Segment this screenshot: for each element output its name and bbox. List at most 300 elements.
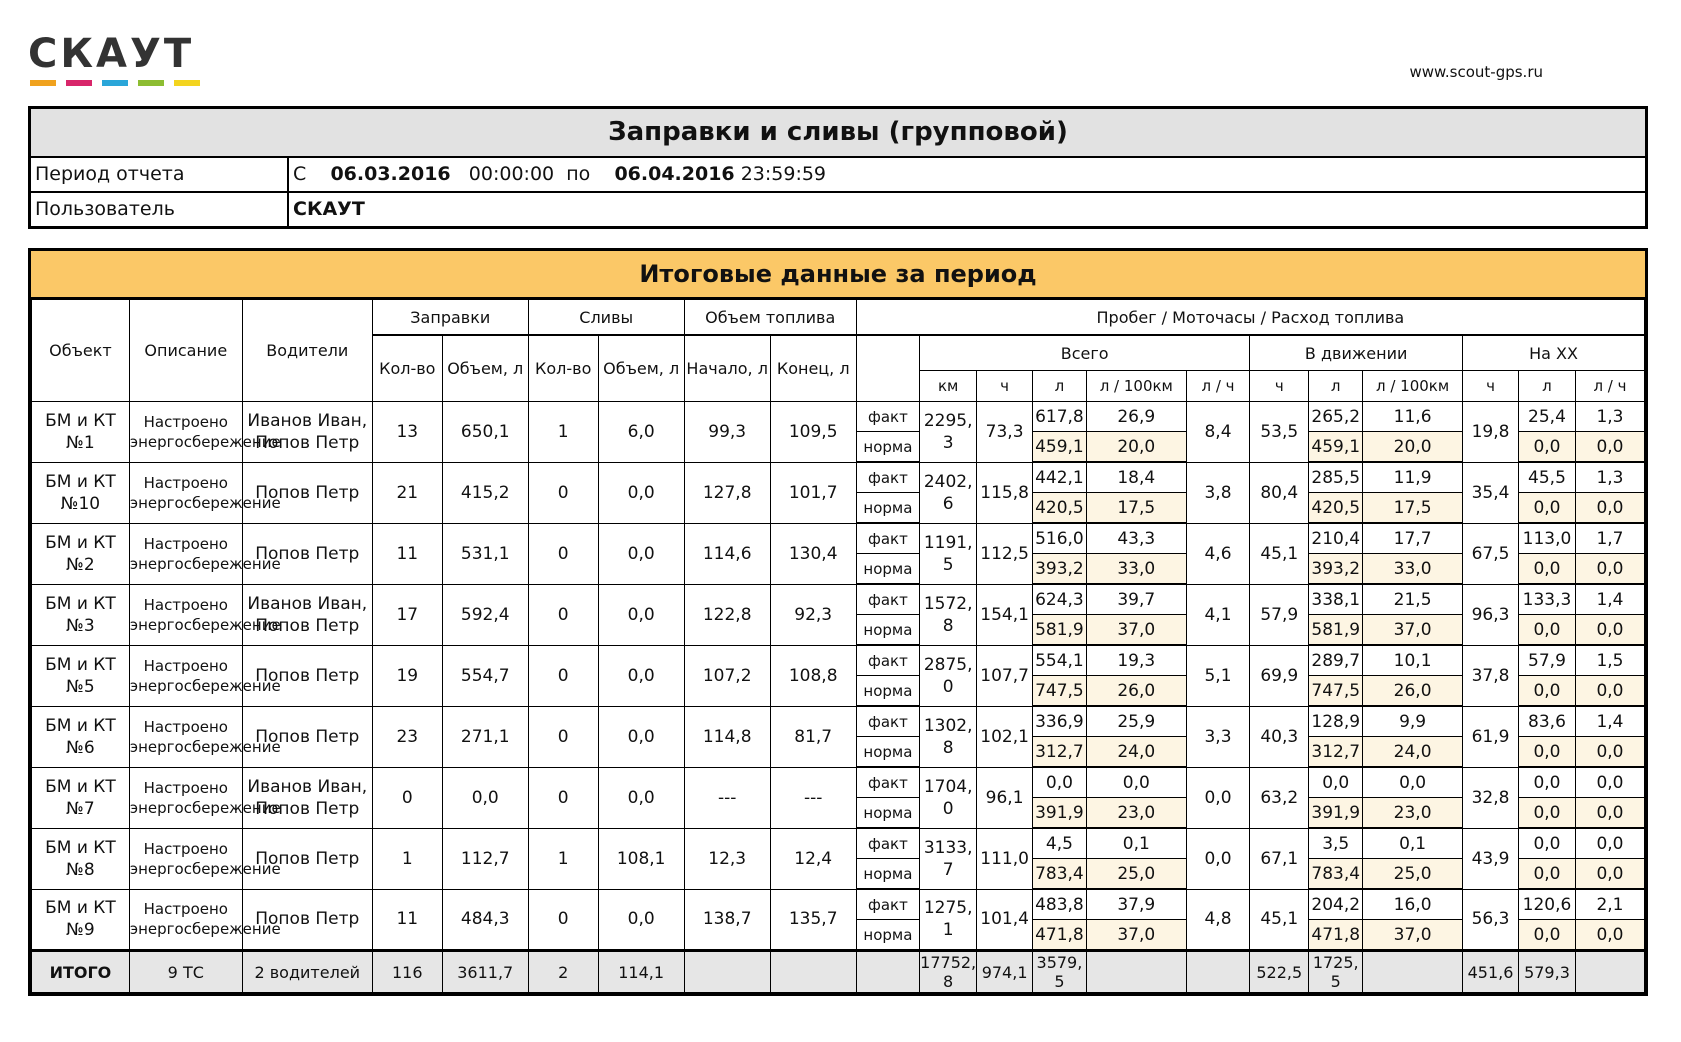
cell-idle-hours: 67,5: [1463, 523, 1519, 584]
cell-mv-hours: 67,1: [1250, 828, 1309, 889]
cell-drain-volume: 0,0: [598, 462, 684, 523]
cell-norm-label: норма: [856, 737, 919, 768]
cell-refuel-volume: 592,4: [442, 584, 528, 645]
cell-fact-l-per-100: 18,4: [1086, 462, 1186, 493]
cell-norm-label: норма: [856, 432, 919, 463]
cell-object: БМ и КТ №5: [32, 645, 130, 706]
cell-idle-fact-l-per-h: 1,3: [1575, 462, 1644, 493]
cell-fuel-start: 12,3: [684, 828, 770, 889]
cell-drain-count: 1: [528, 402, 598, 463]
cell-refuel-count: 17: [372, 584, 442, 645]
table-row-fact: [32, 828, 1645, 859]
user-label: Пользователь: [31, 193, 289, 226]
cell-mv-hours: 45,1: [1250, 523, 1309, 584]
cell-idle-hours: 19,8: [1463, 402, 1519, 463]
cell-mv-fact-l-per-100: 16,0: [1363, 889, 1463, 920]
cell-mv-hours: 63,2: [1250, 767, 1309, 828]
cell-mv-norm-l-per-100: 24,0: [1363, 737, 1463, 768]
col-idle: На ХХ: [1463, 335, 1645, 371]
total-drivers: 2 водителей: [242, 951, 372, 993]
cell-refuel-volume: 112,7: [442, 828, 528, 889]
cell-fuel-start: 107,2: [684, 645, 770, 706]
cell-drain-count: 0: [528, 645, 598, 706]
col-fuel-volume: Объем топлива: [684, 300, 856, 336]
col-object: Объект: [32, 300, 130, 402]
col-fuel-start: Начало, л: [684, 335, 770, 402]
total-l-per-100: [1086, 951, 1186, 993]
cell-idle-norm-l-per-h: 0,0: [1575, 859, 1644, 890]
cell-norm-label: норма: [856, 554, 919, 585]
cell-norm-l-per-100: 26,0: [1086, 676, 1186, 707]
cell-refuel-count: 21: [372, 462, 442, 523]
cell-drivers: Попов Петр: [242, 706, 372, 767]
cell-idle-fact-liters: 25,4: [1518, 402, 1575, 432]
cell-norm-liters: 420,5: [1033, 493, 1087, 524]
cell-fact-liters: 617,8: [1033, 402, 1087, 432]
cell-fact-label: факт: [856, 706, 919, 737]
cell-mv-hours: 45,1: [1250, 889, 1309, 951]
cell-fact-l-per-100: 43,3: [1086, 523, 1186, 554]
cell-drain-count: 0: [528, 889, 598, 951]
cell-fuel-start: 122,8: [684, 584, 770, 645]
cell-km: 1275,1: [920, 889, 977, 951]
cell-drain-volume: 6,0: [598, 402, 684, 463]
cell-fuel-end: 92,3: [770, 584, 856, 645]
cell-mv-norm-liters: 783,4: [1309, 859, 1363, 890]
total-mv-hours: 522,5: [1250, 951, 1309, 993]
cell-refuel-count: 11: [372, 889, 442, 951]
logo-stripes: [30, 80, 200, 86]
cell-description: Настроено энергосбережение: [129, 889, 242, 951]
cell-idle-fact-l-per-h: 1,4: [1575, 706, 1644, 737]
summary-title: Итоговые данные за период: [31, 251, 1645, 299]
col-refuel-volume: Объем, л: [442, 335, 528, 402]
cell-mv-hours: 57,9: [1250, 584, 1309, 645]
cell-refuel-volume: 650,1: [442, 402, 528, 463]
table-row-fact: [32, 462, 1645, 493]
cell-hours: 112,5: [977, 523, 1033, 584]
cell-mv-norm-liters: 581,9: [1309, 615, 1363, 646]
col-idle-l-per-h: л / ч: [1575, 371, 1644, 402]
cell-norm-l-per-100: 20,0: [1086, 432, 1186, 463]
col-drivers: Водители: [242, 300, 372, 402]
cell-fact-l-per-100: 0,1: [1086, 828, 1186, 859]
total-liters: 3579,5: [1033, 951, 1087, 993]
period-from-time: 00:00:00: [468, 163, 555, 185]
cell-drain-volume: 0,0: [598, 584, 684, 645]
cell-drain-count: 0: [528, 523, 598, 584]
cell-mv-fact-liters: 210,4: [1309, 523, 1363, 554]
total-km: 17752,8: [920, 951, 977, 993]
cell-mv-fact-l-per-100: 11,6: [1363, 402, 1463, 432]
cell-mv-fact-l-per-100: 10,1: [1363, 645, 1463, 676]
cell-fuel-end: 135,7: [770, 889, 856, 951]
cell-idle-hours: 56,3: [1463, 889, 1519, 951]
cell-drivers: Иванов Иван, Попов Петр: [242, 402, 372, 463]
cell-idle-fact-liters: 45,5: [1518, 462, 1575, 493]
cell-idle-fact-l-per-h: 1,7: [1575, 523, 1644, 554]
cell-description: Настроено энергосбережение: [129, 706, 242, 767]
cell-idle-norm-l-per-h: 0,0: [1575, 676, 1644, 707]
col-idle-liters: л: [1518, 371, 1575, 402]
cell-idle-norm-liters: 0,0: [1518, 737, 1575, 768]
cell-idle-fact-l-per-h: 1,5: [1575, 645, 1644, 676]
col-l-per-h: л / ч: [1186, 371, 1249, 402]
col-km: км: [920, 371, 977, 402]
cell-drain-count: 0: [528, 462, 598, 523]
period-to-prefix: по: [566, 163, 591, 185]
cell-mv-norm-l-per-100: 37,0: [1363, 920, 1463, 951]
total-label: ИТОГО: [32, 951, 130, 993]
cell-fact-l-per-100: 37,9: [1086, 889, 1186, 920]
cell-norm-liters: 471,8: [1033, 920, 1087, 951]
cell-km: 1302,8: [920, 706, 977, 767]
cell-idle-fact-liters: 0,0: [1518, 767, 1575, 798]
cell-l-per-h: 4,1: [1186, 584, 1249, 645]
cell-fact-l-per-100: 26,9: [1086, 402, 1186, 432]
cell-norm-liters: 747,5: [1033, 676, 1087, 707]
cell-refuel-count: 1: [372, 828, 442, 889]
cell-drivers: Попов Петр: [242, 828, 372, 889]
cell-fuel-end: 109,5: [770, 402, 856, 463]
col-mv-hours: ч: [1250, 371, 1309, 402]
cell-mv-norm-liters: 312,7: [1309, 737, 1363, 768]
cell-drivers: Иванов Иван, Попов Петр: [242, 584, 372, 645]
cell-mv-fact-l-per-100: 11,9: [1363, 462, 1463, 493]
cell-norm-l-per-100: 25,0: [1086, 859, 1186, 890]
cell-mv-hours: 69,9: [1250, 645, 1309, 706]
cell-refuel-volume: 484,3: [442, 889, 528, 951]
col-moving: В движении: [1250, 335, 1463, 371]
summary-section: [28, 248, 1648, 996]
site-url[interactable]: www.scout-gps.ru: [1409, 63, 1543, 81]
cell-mv-fact-liters: 265,2: [1309, 402, 1363, 432]
cell-norm-label: норма: [856, 615, 919, 646]
cell-mv-norm-liters: 471,8: [1309, 920, 1363, 951]
cell-norm-liters: 783,4: [1033, 859, 1087, 890]
cell-idle-norm-l-per-h: 0,0: [1575, 554, 1644, 585]
cell-fact-liters: 0,0: [1033, 767, 1087, 798]
logo-stripe-green: [138, 80, 164, 86]
total-tag: [856, 951, 919, 993]
cell-norm-liters: 391,9: [1033, 798, 1087, 829]
cell-idle-hours: 37,8: [1463, 645, 1519, 706]
cell-idle-hours: 32,8: [1463, 767, 1519, 828]
cell-idle-fact-l-per-h: 1,3: [1575, 402, 1644, 432]
table-row-fact: [32, 767, 1645, 798]
cell-norm-l-per-100: 24,0: [1086, 737, 1186, 768]
total-description: 9 ТС: [129, 951, 242, 993]
col-total: Всего: [920, 335, 1250, 371]
cell-fact-label: факт: [856, 889, 919, 920]
cell-idle-norm-l-per-h: 0,0: [1575, 493, 1644, 524]
cell-drain-volume: 0,0: [598, 889, 684, 951]
cell-refuel-volume: 415,2: [442, 462, 528, 523]
cell-fact-liters: 516,0: [1033, 523, 1087, 554]
total-idle-l-per-h: [1575, 951, 1644, 993]
table-row-fact: [32, 523, 1645, 554]
cell-fact-l-per-100: 19,3: [1086, 645, 1186, 676]
cell-mv-norm-liters: 420,5: [1309, 493, 1363, 524]
cell-idle-fact-liters: 0,0: [1518, 828, 1575, 859]
cell-idle-norm-liters: 0,0: [1518, 615, 1575, 646]
col-mv-liters: л: [1309, 371, 1363, 402]
cell-fuel-end: 108,8: [770, 645, 856, 706]
table-row-fact: [32, 889, 1645, 920]
cell-object: БМ и КТ №2: [32, 523, 130, 584]
cell-mv-norm-liters: 459,1: [1309, 432, 1363, 463]
cell-refuel-volume: 531,1: [442, 523, 528, 584]
cell-mv-norm-l-per-100: 20,0: [1363, 432, 1463, 463]
cell-hours: 115,8: [977, 462, 1033, 523]
cell-fact-label: факт: [856, 828, 919, 859]
cell-norm-label: норма: [856, 920, 919, 951]
cell-l-per-h: 4,8: [1186, 889, 1249, 951]
cell-refuel-count: 23: [372, 706, 442, 767]
cell-fuel-end: 12,4: [770, 828, 856, 889]
cell-idle-hours: 61,9: [1463, 706, 1519, 767]
cell-fact-liters: 336,9: [1033, 706, 1087, 737]
cell-mv-norm-l-per-100: 23,0: [1363, 798, 1463, 829]
table-row-fact: [32, 584, 1645, 615]
total-drain-count: 2: [528, 951, 598, 993]
cell-idle-norm-l-per-h: 0,0: [1575, 920, 1644, 951]
cell-drain-count: 0: [528, 767, 598, 828]
cell-idle-norm-liters: 0,0: [1518, 798, 1575, 829]
col-tag-blank: [856, 335, 919, 402]
cell-hours: 101,4: [977, 889, 1033, 951]
logo-stripe-yellow: [174, 80, 200, 86]
cell-mv-norm-l-per-100: 17,5: [1363, 493, 1463, 524]
cell-fact-label: факт: [856, 767, 919, 798]
cell-km: 2875,0: [920, 645, 977, 706]
cell-fact-label: факт: [856, 523, 919, 554]
total-refuel-volume: 3611,7: [442, 951, 528, 993]
period-from-date: 06.03.2016: [330, 163, 451, 185]
cell-norm-l-per-100: 23,0: [1086, 798, 1186, 829]
col-l-per-100: л / 100км: [1086, 371, 1186, 402]
cell-refuel-volume: 271,1: [442, 706, 528, 767]
cell-idle-fact-liters: 113,0: [1518, 523, 1575, 554]
cell-idle-hours: 43,9: [1463, 828, 1519, 889]
cell-hours: 102,1: [977, 706, 1033, 767]
cell-object: БМ и КТ №7: [32, 767, 130, 828]
cell-km: 1704,0: [920, 767, 977, 828]
cell-fuel-end: 101,7: [770, 462, 856, 523]
cell-idle-fact-l-per-h: 0,0: [1575, 767, 1644, 798]
cell-fact-liters: 4,5: [1033, 828, 1087, 859]
cell-idle-hours: 35,4: [1463, 462, 1519, 523]
cell-drain-volume: 0,0: [598, 645, 684, 706]
cell-drain-volume: 0,0: [598, 767, 684, 828]
cell-drain-volume: 108,1: [598, 828, 684, 889]
cell-l-per-h: 3,3: [1186, 706, 1249, 767]
cell-mv-fact-liters: 3,5: [1309, 828, 1363, 859]
cell-norm-l-per-100: 33,0: [1086, 554, 1186, 585]
cell-norm-label: норма: [856, 859, 919, 890]
cell-km: 3133,7: [920, 828, 977, 889]
cell-km: 2295,3: [920, 402, 977, 463]
table-row-fact: [32, 402, 1645, 432]
col-refuel-count: Кол-во: [372, 335, 442, 402]
cell-mv-fact-l-per-100: 0,1: [1363, 828, 1463, 859]
cell-norm-label: норма: [856, 493, 919, 524]
cell-mv-hours: 80,4: [1250, 462, 1309, 523]
total-mv-liters: 1725,5: [1309, 951, 1363, 993]
cell-mv-fact-liters: 289,7: [1309, 645, 1363, 676]
cell-refuel-volume: 0,0: [442, 767, 528, 828]
cell-mv-hours: 40,3: [1250, 706, 1309, 767]
cell-object: БМ и КТ №1: [32, 402, 130, 463]
cell-description: Настроено энергосбережение: [129, 828, 242, 889]
total-idle-hours: 451,6: [1463, 951, 1519, 993]
logo-text: СКАУТ: [28, 31, 195, 77]
cell-l-per-h: 0,0: [1186, 828, 1249, 889]
cell-norm-liters: 393,2: [1033, 554, 1087, 585]
cell-fuel-start: 114,6: [684, 523, 770, 584]
cell-fact-liters: 624,3: [1033, 584, 1087, 615]
cell-mv-fact-l-per-100: 21,5: [1363, 584, 1463, 615]
cell-mv-fact-liters: 0,0: [1309, 767, 1363, 798]
cell-norm-l-per-100: 17,5: [1086, 493, 1186, 524]
cell-drain-volume: 0,0: [598, 706, 684, 767]
cell-idle-norm-liters: 0,0: [1518, 432, 1575, 463]
col-drains: Сливы: [528, 300, 684, 336]
cell-description: Настроено энергосбережение: [129, 645, 242, 706]
cell-l-per-h: 8,4: [1186, 402, 1249, 463]
period-label: Период отчета: [31, 158, 289, 191]
summary-rows: [32, 402, 1645, 951]
period-value: [289, 158, 826, 191]
cell-drain-count: 1: [528, 828, 598, 889]
cell-fact-l-per-100: 39,7: [1086, 584, 1186, 615]
cell-hours: 154,1: [977, 584, 1033, 645]
cell-l-per-h: 4,6: [1186, 523, 1249, 584]
cell-idle-fact-l-per-h: 1,4: [1575, 584, 1644, 615]
cell-fact-label: факт: [856, 462, 919, 493]
cell-mv-norm-liters: 391,9: [1309, 798, 1363, 829]
period-from-prefix: С: [293, 163, 307, 185]
cell-idle-norm-l-per-h: 0,0: [1575, 798, 1644, 829]
cell-fuel-start: 127,8: [684, 462, 770, 523]
total-l-per-h: [1186, 951, 1249, 993]
cell-refuel-count: 19: [372, 645, 442, 706]
cell-refuel-count: 13: [372, 402, 442, 463]
cell-fact-l-per-100: 0,0: [1086, 767, 1186, 798]
cell-object: БМ и КТ №8: [32, 828, 130, 889]
cell-mv-fact-l-per-100: 17,7: [1363, 523, 1463, 554]
cell-mv-norm-l-per-100: 33,0: [1363, 554, 1463, 585]
total-idle-liters: 579,3: [1518, 951, 1575, 993]
cell-norm-l-per-100: 37,0: [1086, 615, 1186, 646]
cell-fuel-end: 130,4: [770, 523, 856, 584]
cell-fuel-start: ---: [684, 767, 770, 828]
table-row-fact: [32, 706, 1645, 737]
cell-idle-norm-l-per-h: 0,0: [1575, 615, 1644, 646]
cell-fact-label: факт: [856, 584, 919, 615]
cell-km: 1572,8: [920, 584, 977, 645]
cell-mv-hours: 53,5: [1250, 402, 1309, 463]
cell-mv-norm-liters: 747,5: [1309, 676, 1363, 707]
cell-description: Настроено энергосбережение: [129, 523, 242, 584]
cell-mv-fact-liters: 285,5: [1309, 462, 1363, 493]
summary-table: [31, 299, 1645, 993]
cell-idle-norm-liters: 0,0: [1518, 859, 1575, 890]
cell-mv-fact-liters: 338,1: [1309, 584, 1363, 615]
col-mv-l-per-100: л / 100км: [1363, 371, 1463, 402]
cell-mv-norm-liters: 393,2: [1309, 554, 1363, 585]
table-row-fact: [32, 645, 1645, 676]
cell-fact-label: факт: [856, 402, 919, 432]
cell-idle-fact-liters: 83,6: [1518, 706, 1575, 737]
col-liters: л: [1033, 371, 1087, 402]
col-drain-volume: Объем, л: [598, 335, 684, 402]
cell-idle-norm-l-per-h: 0,0: [1575, 737, 1644, 768]
col-fuel-end: Конец, л: [770, 335, 856, 402]
cell-idle-fact-l-per-h: 2,1: [1575, 889, 1644, 920]
cell-description: Настроено энергосбережение: [129, 462, 242, 523]
cell-idle-norm-liters: 0,0: [1518, 554, 1575, 585]
cell-norm-label: норма: [856, 676, 919, 707]
cell-fact-liters: 483,8: [1033, 889, 1087, 920]
cell-description: Настроено энергосбережение: [129, 402, 242, 463]
cell-fact-l-per-100: 25,9: [1086, 706, 1186, 737]
cell-drivers: Попов Петр: [242, 462, 372, 523]
period-to-time: 23:59:59: [740, 163, 827, 185]
col-description: Описание: [129, 300, 242, 402]
cell-fact-label: факт: [856, 645, 919, 676]
total-fuel-start: [684, 951, 770, 993]
total-refuel-count: 116: [372, 951, 442, 993]
cell-mv-fact-liters: 204,2: [1309, 889, 1363, 920]
cell-km: 1191,5: [920, 523, 977, 584]
total-drain-volume: 114,1: [598, 951, 684, 993]
cell-hours: 107,7: [977, 645, 1033, 706]
cell-drivers: Попов Петр: [242, 523, 372, 584]
cell-mv-norm-l-per-100: 37,0: [1363, 615, 1463, 646]
cell-norm-liters: 312,7: [1033, 737, 1087, 768]
cell-object: БМ и КТ №3: [32, 584, 130, 645]
user-value: СКАУТ: [293, 198, 365, 220]
cell-mv-fact-l-per-100: 0,0: [1363, 767, 1463, 798]
col-drain-count: Кол-во: [528, 335, 598, 402]
period-to-date: 06.04.2016: [614, 163, 735, 185]
total-fuel-end: [770, 951, 856, 993]
cell-norm-label: норма: [856, 798, 919, 829]
cell-idle-fact-l-per-h: 0,0: [1575, 828, 1644, 859]
cell-fact-liters: 442,1: [1033, 462, 1087, 493]
cell-object: БМ и КТ №10: [32, 462, 130, 523]
cell-km: 2402,6: [920, 462, 977, 523]
cell-description: Настроено энергосбережение: [129, 584, 242, 645]
cell-idle-fact-liters: 120,6: [1518, 889, 1575, 920]
cell-object: БМ и КТ №9: [32, 889, 130, 951]
cell-refuel-count: 11: [372, 523, 442, 584]
cell-fuel-start: 99,3: [684, 402, 770, 463]
logo-stripe-orange: [30, 80, 56, 86]
cell-idle-hours: 96,3: [1463, 584, 1519, 645]
cell-mv-fact-l-per-100: 9,9: [1363, 706, 1463, 737]
cell-idle-norm-liters: 0,0: [1518, 920, 1575, 951]
cell-norm-liters: 459,1: [1033, 432, 1087, 463]
logo-stripe-magenta: [66, 80, 92, 86]
cell-mv-fact-liters: 128,9: [1309, 706, 1363, 737]
cell-fuel-end: ---: [770, 767, 856, 828]
cell-hours: 111,0: [977, 828, 1033, 889]
cell-norm-liters: 581,9: [1033, 615, 1087, 646]
col-idle-hours: ч: [1463, 371, 1519, 402]
cell-fuel-start: 114,8: [684, 706, 770, 767]
